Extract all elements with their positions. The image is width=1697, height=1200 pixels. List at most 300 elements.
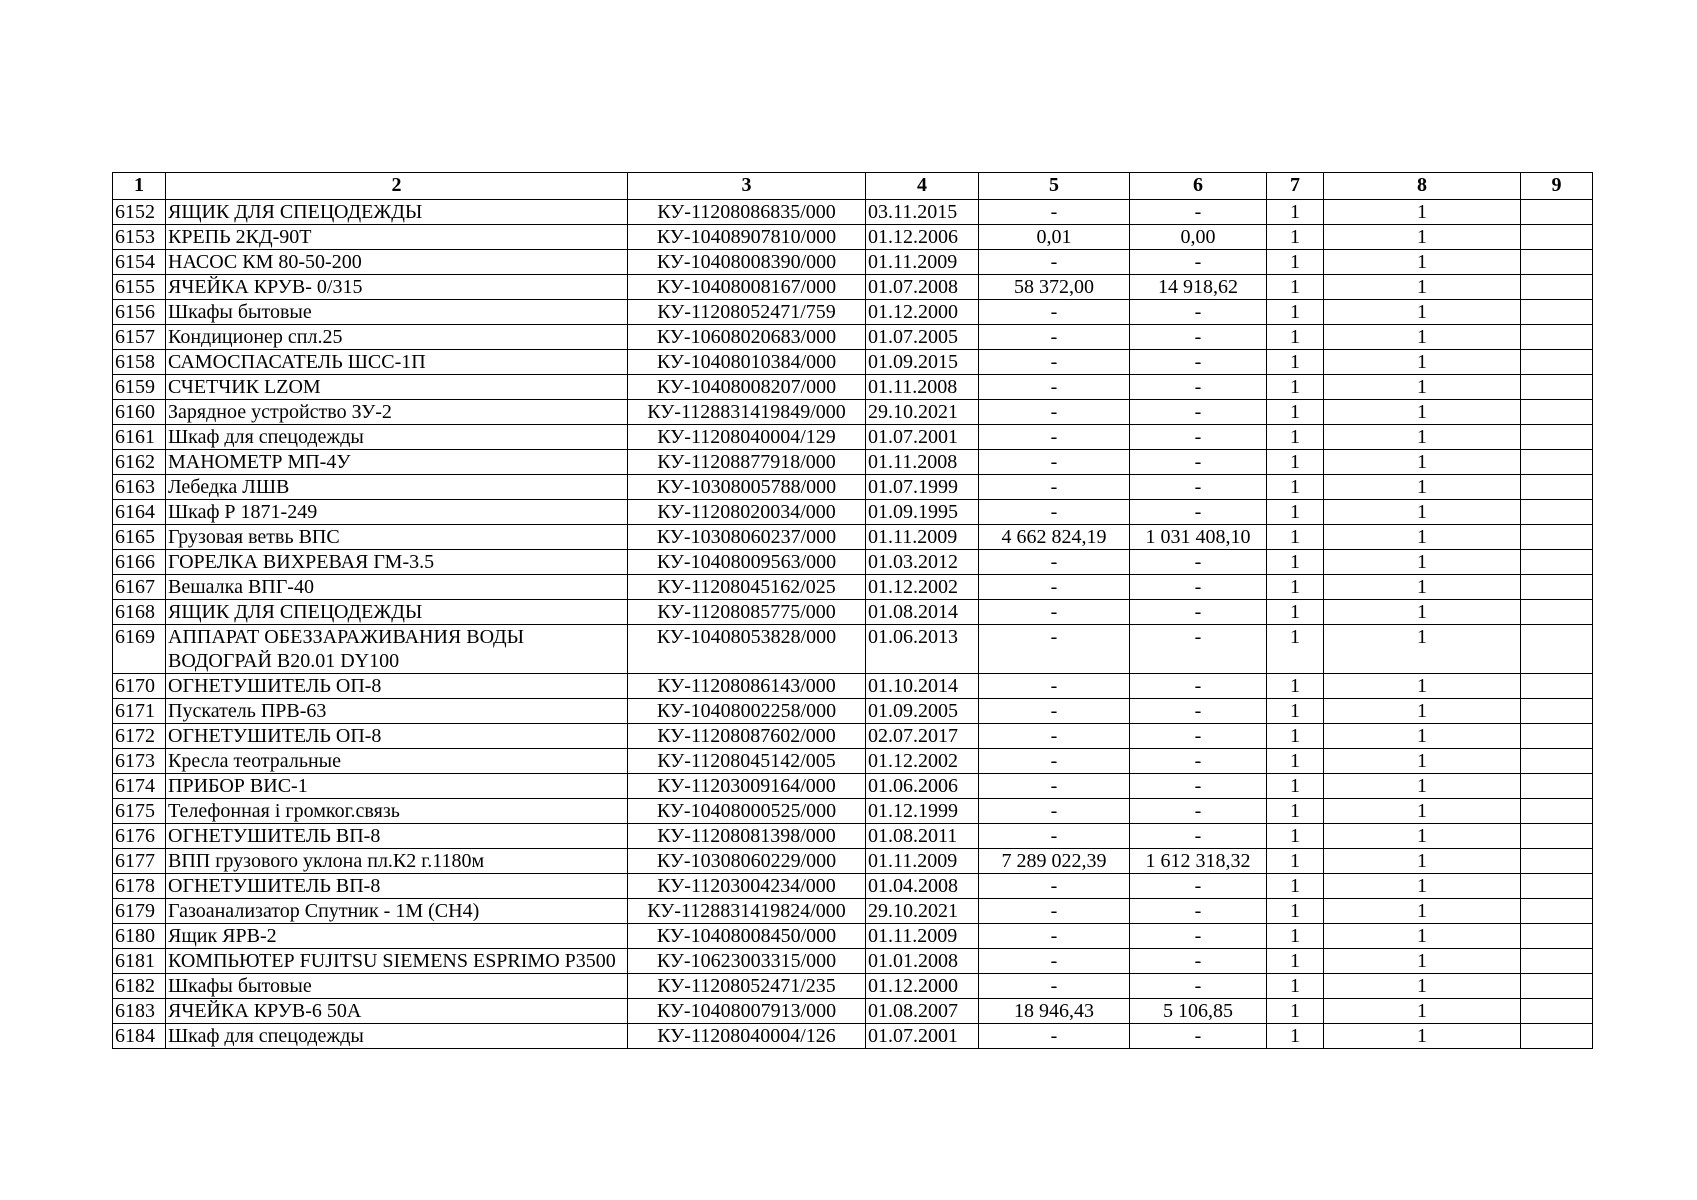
table-row bbox=[113, 799, 1593, 824]
table-cell: - bbox=[1130, 250, 1267, 275]
table-cell: - bbox=[979, 475, 1130, 500]
table-cell: 1 bbox=[1324, 999, 1521, 1024]
table-cell: 29.10.2021 bbox=[866, 400, 979, 425]
table-cell: Грузовая ветвь ВПС bbox=[166, 525, 628, 550]
table-cell: 1 bbox=[1267, 625, 1324, 674]
table-cell: КУ-10408002258/000 bbox=[628, 699, 866, 724]
table-cell: 6153 bbox=[113, 225, 166, 250]
table-cell: - bbox=[979, 1024, 1130, 1049]
table-cell: КУ-1128831419824/000 bbox=[628, 899, 866, 924]
table-cell: КУ-10623003315/000 bbox=[628, 949, 866, 974]
table-cell: 1 bbox=[1267, 225, 1324, 250]
table-cell: 6180 bbox=[113, 924, 166, 949]
column-header: 1 bbox=[113, 173, 166, 200]
table-cell: 1 bbox=[1324, 699, 1521, 724]
table-cell: 1 bbox=[1324, 525, 1521, 550]
table-cell: 6161 bbox=[113, 425, 166, 450]
table-cell: 6177 bbox=[113, 849, 166, 874]
table-row bbox=[113, 425, 1593, 450]
table-cell: 1 bbox=[1324, 325, 1521, 350]
table-cell: 02.07.2017 bbox=[866, 724, 979, 749]
header-row bbox=[113, 173, 1593, 200]
table-cell bbox=[1521, 550, 1593, 575]
table-cell: ПРИБОР ВИС-1 bbox=[166, 774, 628, 799]
table-cell: 1 031 408,10 bbox=[1130, 525, 1267, 550]
table-cell bbox=[1521, 699, 1593, 724]
table-cell: Шкаф Р 1871-249 bbox=[166, 500, 628, 525]
table-cell: 1 bbox=[1267, 799, 1324, 824]
inventory-table bbox=[112, 172, 1593, 1049]
table-cell: Шкаф для спецодежды bbox=[166, 1024, 628, 1049]
table-cell: 6163 bbox=[113, 475, 166, 500]
table-cell: 1 bbox=[1267, 674, 1324, 699]
table-cell bbox=[1521, 250, 1593, 275]
table-cell bbox=[1521, 500, 1593, 525]
table-cell: Ящик ЯРВ-2 bbox=[166, 924, 628, 949]
table-cell: 01.07.2001 bbox=[866, 1024, 979, 1049]
table-cell: - bbox=[979, 575, 1130, 600]
table-cell: 01.07.2005 bbox=[866, 325, 979, 350]
table-cell: 1 bbox=[1267, 375, 1324, 400]
table-cell: Шкафы бытовые bbox=[166, 300, 628, 325]
table-cell: 1 bbox=[1324, 974, 1521, 999]
table-cell: - bbox=[979, 350, 1130, 375]
table-row bbox=[113, 575, 1593, 600]
table-cell bbox=[1521, 874, 1593, 899]
table-cell: 01.12.1999 bbox=[866, 799, 979, 824]
table-cell: КУ-10408007913/000 bbox=[628, 999, 866, 1024]
table-cell: 1 bbox=[1267, 600, 1324, 625]
table-cell: 01.11.2009 bbox=[866, 924, 979, 949]
table-cell: - bbox=[979, 674, 1130, 699]
table-cell: ОГНЕТУШИТЕЛЬ ВП-8 bbox=[166, 874, 628, 899]
table-cell bbox=[1521, 275, 1593, 300]
table-row bbox=[113, 400, 1593, 425]
table-cell: - bbox=[1130, 974, 1267, 999]
table-cell: 6156 bbox=[113, 300, 166, 325]
table-cell: - bbox=[979, 899, 1130, 924]
table-cell bbox=[1521, 949, 1593, 974]
table-cell: 01.06.2013 bbox=[866, 625, 979, 674]
table-cell: 01.08.2007 bbox=[866, 999, 979, 1024]
table-cell: Шкаф для спецодежды bbox=[166, 425, 628, 450]
table-cell: - bbox=[1130, 575, 1267, 600]
table-cell: 01.06.2006 bbox=[866, 774, 979, 799]
table-cell bbox=[1521, 225, 1593, 250]
table-cell: 01.11.2009 bbox=[866, 849, 979, 874]
column-header: 3 bbox=[628, 173, 866, 200]
table-cell: КУ-1128831419849/000 bbox=[628, 400, 866, 425]
table-cell: 01.08.2011 bbox=[866, 824, 979, 849]
table-cell: КУ-10308005788/000 bbox=[628, 475, 866, 500]
table-row bbox=[113, 550, 1593, 575]
table-cell bbox=[1521, 799, 1593, 824]
table-cell: 6155 bbox=[113, 275, 166, 300]
table-cell: 1 bbox=[1324, 824, 1521, 849]
table-cell: 01.12.2000 bbox=[866, 300, 979, 325]
table-cell: 01.12.2000 bbox=[866, 974, 979, 999]
table-row bbox=[113, 699, 1593, 724]
table-cell bbox=[1521, 625, 1593, 674]
table-cell: 1 bbox=[1324, 625, 1521, 674]
table-cell: - bbox=[1130, 799, 1267, 824]
table-cell: 1 bbox=[1324, 475, 1521, 500]
table-cell: 01.07.2008 bbox=[866, 275, 979, 300]
column-header: 6 bbox=[1130, 173, 1267, 200]
table-cell: 1 bbox=[1267, 824, 1324, 849]
table-cell: 1 bbox=[1324, 924, 1521, 949]
table-cell: 1 bbox=[1267, 275, 1324, 300]
table-cell: 01.01.2008 bbox=[866, 949, 979, 974]
table-cell: 01.11.2008 bbox=[866, 450, 979, 475]
table-cell: 1 bbox=[1267, 724, 1324, 749]
table-cell: КУ-11208085775/000 bbox=[628, 600, 866, 625]
table-cell: 1 bbox=[1267, 550, 1324, 575]
table-cell: 01.07.1999 bbox=[866, 475, 979, 500]
table-cell: 58 372,00 bbox=[979, 275, 1130, 300]
column-header: 4 bbox=[866, 173, 979, 200]
table-cell bbox=[1521, 325, 1593, 350]
table-cell bbox=[1521, 425, 1593, 450]
table-cell: ЯЩИК ДЛЯ СПЕЦОДЕЖДЫ bbox=[166, 600, 628, 625]
table-cell: 1 bbox=[1267, 575, 1324, 600]
table-cell: 1 bbox=[1267, 350, 1324, 375]
column-header: 7 bbox=[1267, 173, 1324, 200]
table-cell: 1 bbox=[1324, 849, 1521, 874]
table-row bbox=[113, 450, 1593, 475]
table-cell: 1 bbox=[1324, 300, 1521, 325]
table-cell: 1 bbox=[1267, 475, 1324, 500]
table-row bbox=[113, 749, 1593, 774]
table-row bbox=[113, 225, 1593, 250]
table-cell: 7 289 022,39 bbox=[979, 849, 1130, 874]
table-cell: 1 bbox=[1324, 500, 1521, 525]
table-cell: КУ-11208087602/000 bbox=[628, 724, 866, 749]
table-cell: 1 bbox=[1324, 600, 1521, 625]
table-cell bbox=[1521, 724, 1593, 749]
table-cell bbox=[1521, 999, 1593, 1024]
table-row bbox=[113, 824, 1593, 849]
table-cell: КУ-11208045142/005 bbox=[628, 749, 866, 774]
table-cell: - bbox=[979, 874, 1130, 899]
table-cell: 6178 bbox=[113, 874, 166, 899]
table-cell: 1 bbox=[1324, 799, 1521, 824]
table-cell: 18 946,43 bbox=[979, 999, 1130, 1024]
table-cell: КУ-11208081398/000 bbox=[628, 824, 866, 849]
table-cell: КУ-10308060229/000 bbox=[628, 849, 866, 874]
table-cell: КУ-11208045162/025 bbox=[628, 575, 866, 600]
table-cell: 1 bbox=[1267, 999, 1324, 1024]
table-cell: 1 bbox=[1267, 300, 1324, 325]
table-cell: 1 bbox=[1324, 350, 1521, 375]
table-cell: - bbox=[979, 824, 1130, 849]
table-row bbox=[113, 250, 1593, 275]
table-cell: 6167 bbox=[113, 575, 166, 600]
table-cell: 01.09.2005 bbox=[866, 699, 979, 724]
table-cell bbox=[1521, 674, 1593, 699]
table-cell: - bbox=[979, 250, 1130, 275]
table-cell: ЯЧЕЙКА КРУВ- 0/315 bbox=[166, 275, 628, 300]
table-cell: 6171 bbox=[113, 699, 166, 724]
table-row bbox=[113, 1024, 1593, 1049]
table-cell: 6168 bbox=[113, 600, 166, 625]
table-row bbox=[113, 874, 1593, 899]
table-cell: КУ-10408010384/000 bbox=[628, 350, 866, 375]
column-header: 8 bbox=[1324, 173, 1521, 200]
table-cell: - bbox=[979, 450, 1130, 475]
table-cell: - bbox=[979, 375, 1130, 400]
table-cell: 6166 bbox=[113, 550, 166, 575]
table-cell: - bbox=[979, 699, 1130, 724]
table-cell: - bbox=[1130, 774, 1267, 799]
table-cell bbox=[1521, 749, 1593, 774]
table-cell bbox=[1521, 600, 1593, 625]
table-cell: Кресла теотральные bbox=[166, 749, 628, 774]
table-cell: 01.10.2014 bbox=[866, 674, 979, 699]
table-row bbox=[113, 625, 1593, 674]
table-cell: 01.07.2001 bbox=[866, 425, 979, 450]
table-cell: - bbox=[1130, 425, 1267, 450]
table-cell: 6152 bbox=[113, 200, 166, 225]
table-cell: - bbox=[979, 300, 1130, 325]
table-row bbox=[113, 525, 1593, 550]
table-cell bbox=[1521, 774, 1593, 799]
table-cell: 1 bbox=[1324, 674, 1521, 699]
table-cell: - bbox=[1130, 824, 1267, 849]
table-cell: 1 bbox=[1267, 924, 1324, 949]
table-cell: - bbox=[979, 600, 1130, 625]
table-cell: 5 106,85 bbox=[1130, 999, 1267, 1024]
table-cell: 01.11.2009 bbox=[866, 525, 979, 550]
table-cell: 1 bbox=[1324, 250, 1521, 275]
table-cell: 1 bbox=[1267, 874, 1324, 899]
table-cell: 1 bbox=[1324, 375, 1521, 400]
table-cell: - bbox=[1130, 450, 1267, 475]
table-cell: - bbox=[1130, 724, 1267, 749]
table-cell: - bbox=[979, 974, 1130, 999]
table-cell: 1 bbox=[1267, 200, 1324, 225]
table-cell: ЯЩИК ДЛЯ СПЕЦОДЕЖДЫ bbox=[166, 200, 628, 225]
table-row bbox=[113, 475, 1593, 500]
table-row bbox=[113, 325, 1593, 350]
table-cell: КУ-10408008167/000 bbox=[628, 275, 866, 300]
table-cell: 1 bbox=[1267, 425, 1324, 450]
table-cell: 6175 bbox=[113, 799, 166, 824]
table-cell: 1 bbox=[1324, 575, 1521, 600]
table-cell: КРЕПЬ 2КД-90Т bbox=[166, 225, 628, 250]
table-cell: Кондиционер спл.25 bbox=[166, 325, 628, 350]
table-body bbox=[113, 200, 1593, 1049]
table-cell: 6169 bbox=[113, 625, 166, 674]
table-cell: 1 bbox=[1267, 450, 1324, 475]
table-cell: 1 bbox=[1267, 525, 1324, 550]
table-cell: - bbox=[1130, 200, 1267, 225]
table-cell: 1 bbox=[1324, 425, 1521, 450]
table-cell: - bbox=[1130, 749, 1267, 774]
table-cell: - bbox=[979, 724, 1130, 749]
table-cell: - bbox=[979, 774, 1130, 799]
table-row bbox=[113, 500, 1593, 525]
table-cell: ЯЧЕЙКА КРУВ-6 50А bbox=[166, 999, 628, 1024]
table-cell: - bbox=[979, 924, 1130, 949]
column-header: 2 bbox=[166, 173, 628, 200]
table-cell: - bbox=[1130, 325, 1267, 350]
table-cell: ГОРЕЛКА ВИХРЕВАЯ ГМ-3.5 bbox=[166, 550, 628, 575]
table-row bbox=[113, 924, 1593, 949]
table-cell: КУ-10408009563/000 bbox=[628, 550, 866, 575]
table-cell: 0,01 bbox=[979, 225, 1130, 250]
table-cell: 1 bbox=[1267, 849, 1324, 874]
table-cell: 4 662 824,19 bbox=[979, 525, 1130, 550]
table-cell: КУ-11203009164/000 bbox=[628, 774, 866, 799]
table-cell: 6170 bbox=[113, 674, 166, 699]
table-cell bbox=[1521, 450, 1593, 475]
table-cell: 1 bbox=[1267, 1024, 1324, 1049]
table-cell: КУ-10408008390/000 bbox=[628, 250, 866, 275]
table-cell: - bbox=[1130, 350, 1267, 375]
table-cell: - bbox=[979, 799, 1130, 824]
table-cell: - bbox=[979, 500, 1130, 525]
table-cell: 1 bbox=[1267, 774, 1324, 799]
table-cell: 1 bbox=[1267, 250, 1324, 275]
table-cell: 1 bbox=[1267, 899, 1324, 924]
table-cell: 6159 bbox=[113, 375, 166, 400]
table-cell: Телефонная і громког.связь bbox=[166, 799, 628, 824]
table-cell: САМОСПАСАТЕЛЬ ШСС-1П bbox=[166, 350, 628, 375]
table-cell: - bbox=[979, 325, 1130, 350]
table-cell: 6160 bbox=[113, 400, 166, 425]
table-cell: КУ-11208086835/000 bbox=[628, 200, 866, 225]
table-cell: 0,00 bbox=[1130, 225, 1267, 250]
table-cell: АППАРАТ ОБЕЗЗАРАЖИВАНИЯ ВОДЫ ВОДОГРАЙ В20.01 DY100 bbox=[166, 625, 628, 674]
table-cell: КУ-11208052471/235 bbox=[628, 974, 866, 999]
table-cell: КУ-11208020034/000 bbox=[628, 500, 866, 525]
column-header: 5 bbox=[979, 173, 1130, 200]
table-cell: КУ-11208052471/759 bbox=[628, 300, 866, 325]
table-cell: - bbox=[1130, 300, 1267, 325]
table-cell: 1 bbox=[1324, 1024, 1521, 1049]
table-cell: МАНОМЕТР МП-4У bbox=[166, 450, 628, 475]
table-cell: 1 bbox=[1324, 550, 1521, 575]
table-cell: 1 bbox=[1324, 400, 1521, 425]
table-cell: 1 612 318,32 bbox=[1130, 849, 1267, 874]
table-cell: 6182 bbox=[113, 974, 166, 999]
table-cell: - bbox=[1130, 550, 1267, 575]
table-cell: 1 bbox=[1324, 724, 1521, 749]
table-cell: 14 918,62 bbox=[1130, 275, 1267, 300]
table-cell: 01.11.2008 bbox=[866, 375, 979, 400]
table-cell: 6172 bbox=[113, 724, 166, 749]
table-row bbox=[113, 974, 1593, 999]
table-cell: 01.04.2008 bbox=[866, 874, 979, 899]
table-cell: КУ-11208877918/000 bbox=[628, 450, 866, 475]
table-cell: 01.09.1995 bbox=[866, 500, 979, 525]
table-cell: 01.09.2015 bbox=[866, 350, 979, 375]
table-cell bbox=[1521, 924, 1593, 949]
table-cell: 6174 bbox=[113, 774, 166, 799]
table-cell: 01.12.2002 bbox=[866, 749, 979, 774]
table-cell: - bbox=[1130, 924, 1267, 949]
table-cell: - bbox=[979, 550, 1130, 575]
table-cell: Пускатель ПРВ-63 bbox=[166, 699, 628, 724]
table-cell: 1 bbox=[1267, 325, 1324, 350]
table-cell bbox=[1521, 824, 1593, 849]
table-cell bbox=[1521, 400, 1593, 425]
table-row bbox=[113, 899, 1593, 924]
column-header: 9 bbox=[1521, 173, 1593, 200]
table-cell: Лебедка ЛШВ bbox=[166, 475, 628, 500]
table-cell bbox=[1521, 525, 1593, 550]
table-cell: Вешалка ВПГ-40 bbox=[166, 575, 628, 600]
table-cell: КУ-11208040004/129 bbox=[628, 425, 866, 450]
table-cell: - bbox=[1130, 949, 1267, 974]
table-cell: - bbox=[979, 949, 1130, 974]
table-row bbox=[113, 999, 1593, 1024]
table-cell bbox=[1521, 375, 1593, 400]
table-cell: - bbox=[1130, 699, 1267, 724]
table-cell: - bbox=[1130, 375, 1267, 400]
table-cell bbox=[1521, 300, 1593, 325]
table-cell: 1 bbox=[1324, 874, 1521, 899]
table-cell: Газоанализатор Спутник - 1М (СН4) bbox=[166, 899, 628, 924]
table-row bbox=[113, 375, 1593, 400]
table-cell: 1 bbox=[1324, 774, 1521, 799]
table-cell: ОГНЕТУШИТЕЛЬ ОП-8 bbox=[166, 724, 628, 749]
table-cell: - bbox=[979, 400, 1130, 425]
table-cell: 6183 bbox=[113, 999, 166, 1024]
table-row bbox=[113, 350, 1593, 375]
table-cell bbox=[1521, 200, 1593, 225]
table-cell: 03.11.2015 bbox=[866, 200, 979, 225]
table-cell: 6173 bbox=[113, 749, 166, 774]
table-cell: СЧЕТЧИК LZOM bbox=[166, 375, 628, 400]
table-cell: 01.08.2014 bbox=[866, 600, 979, 625]
table-cell: КОМПЬЮТЕР FUJITSU SIEMENS ESPRIMO P3500 bbox=[166, 949, 628, 974]
table-cell: 1 bbox=[1324, 225, 1521, 250]
table-cell: ОГНЕТУШИТЕЛЬ ВП-8 bbox=[166, 824, 628, 849]
table-row bbox=[113, 949, 1593, 974]
table-cell: 1 bbox=[1267, 974, 1324, 999]
table-row bbox=[113, 300, 1593, 325]
table-cell: - bbox=[979, 749, 1130, 774]
table-cell: Шкафы бытовые bbox=[166, 974, 628, 999]
table-cell: 1 bbox=[1324, 949, 1521, 974]
table-row bbox=[113, 774, 1593, 799]
table-cell: 1 bbox=[1324, 749, 1521, 774]
table-cell: КУ-10408907810/000 bbox=[628, 225, 866, 250]
table-cell bbox=[1521, 899, 1593, 924]
table-cell: 6157 bbox=[113, 325, 166, 350]
table-cell: ВПП грузового уклона пл.К2 г.1180м bbox=[166, 849, 628, 874]
table-cell: 6181 bbox=[113, 949, 166, 974]
table-cell: - bbox=[1130, 625, 1267, 674]
table-cell: 6176 bbox=[113, 824, 166, 849]
table-cell: 1 bbox=[1267, 699, 1324, 724]
table-row bbox=[113, 275, 1593, 300]
table-cell: 1 bbox=[1324, 200, 1521, 225]
table-cell: - bbox=[1130, 674, 1267, 699]
table-cell: 6179 bbox=[113, 899, 166, 924]
table-row bbox=[113, 674, 1593, 699]
table-cell: 29.10.2021 bbox=[866, 899, 979, 924]
table-cell: Зарядное устройство ЗУ-2 bbox=[166, 400, 628, 425]
table-cell bbox=[1521, 974, 1593, 999]
table-cell: ОГНЕТУШИТЕЛЬ ОП-8 bbox=[166, 674, 628, 699]
table-cell: 6158 bbox=[113, 350, 166, 375]
table-cell bbox=[1521, 475, 1593, 500]
table-cell: НАСОС КМ 80-50-200 bbox=[166, 250, 628, 275]
table-row bbox=[113, 724, 1593, 749]
